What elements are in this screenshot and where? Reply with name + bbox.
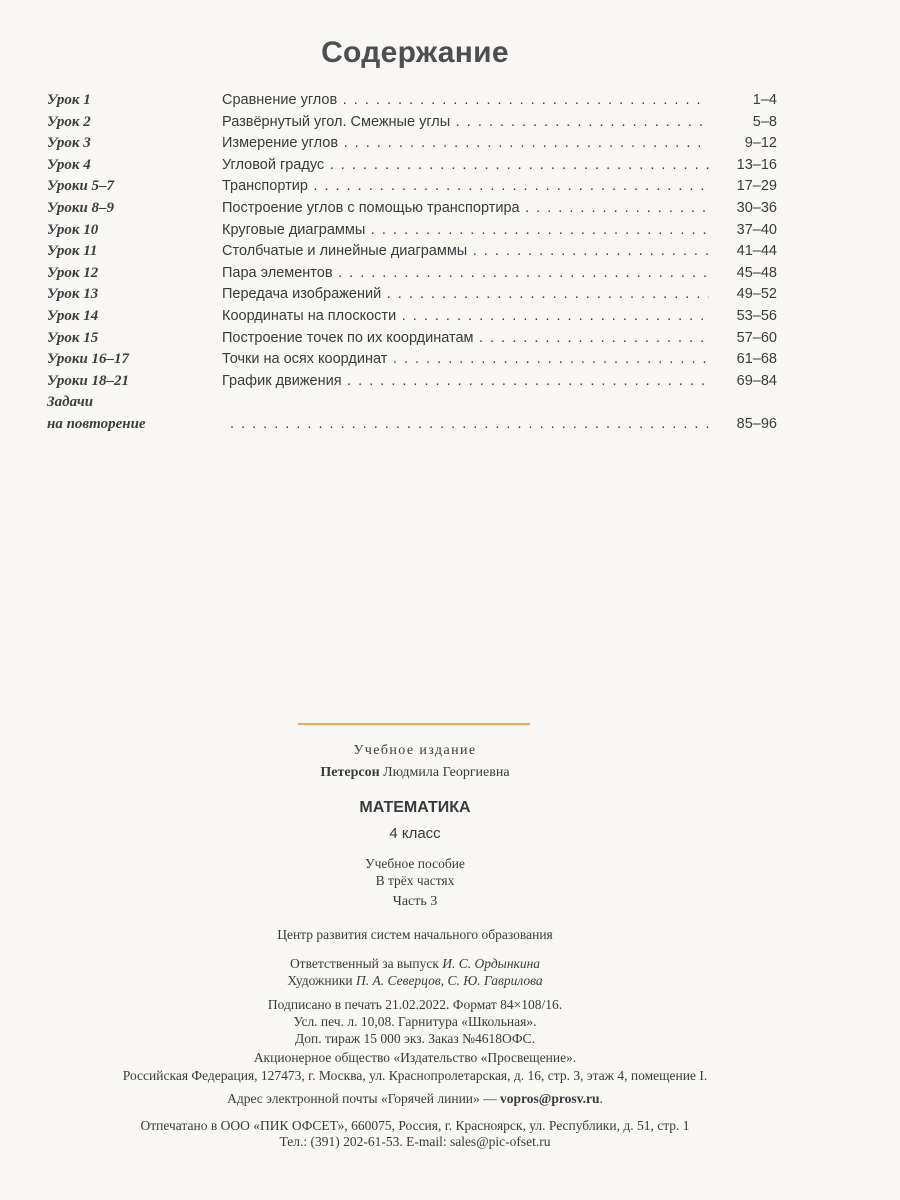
credits [0,955,830,989]
toc-row[interactable] [47,241,777,263]
toc-pages: 61–68 [736,351,777,368]
toc-pages: 85–96 [736,416,777,433]
printer-info [0,1118,830,1150]
hotline-info [0,1091,830,1107]
review-line-2: на повторение [47,415,146,432]
table-of-contents [47,90,777,436]
toc-topic: Построение углов с помощью транспортира . . . [222,198,709,220]
edition-type: Учебное издание [353,743,477,758]
toc-topic [230,414,709,436]
toc-lesson: Урок 3 [47,135,91,152]
toc-lesson: Урок 13 [47,286,99,303]
toc-lesson: Урок 2 [47,113,91,130]
toc-pages: 49–52 [736,286,777,303]
toc-topic: Столбчатые и линейные диаграммы . . . [222,241,709,263]
toc-topic: Передача изображений . . . [222,284,709,306]
toc-pages: 53–56 [736,307,777,324]
toc-topic: Транспортир . . . [222,176,709,198]
toc-pages: 5–8 [752,113,777,130]
artists-label: Художники [287,973,353,988]
author-surname: Петерсон [320,765,380,780]
responsible-label: Ответственный за выпуск [289,956,439,971]
toc-pages: 37–40 [736,221,777,238]
print-line-1: Подписано в печать 21.02.2022. Формат 84×108/16. [267,997,563,1012]
toc-row[interactable] [47,220,777,242]
toc-lesson: Уроки 18–21 [47,372,130,389]
toc-topic: Точки на осях координат . . . [222,349,709,371]
toc-topic: Измерение углов . . . [222,133,709,155]
toc-row[interactable] [47,112,777,134]
toc-lesson: Урок 15 [47,329,99,346]
toc-row[interactable] [47,176,777,198]
toc-lesson: Уроки 8–9 [47,199,115,216]
toc-pages: 17–29 [736,178,777,195]
print-details [0,996,830,1047]
toc-lesson [47,392,146,435]
print-line-2: Усл. печ. л. 10,08. Гарнитура «Школьная». [293,1014,537,1029]
toc-pages: 41–44 [736,243,777,260]
orange-divider [298,723,530,725]
toc-row[interactable] [47,306,777,328]
hotline-end: . [599,1091,603,1106]
toc-row[interactable] [47,371,777,393]
hotline-label: Адрес электронной почты «Горячей линии» — [227,1091,497,1106]
artists-names: П. А. Северцов, С. Ю. Гаврилова [356,973,543,988]
manual-line-1: Учебное пособие [365,856,465,871]
toc-row[interactable] [47,155,777,177]
toc-lesson: Уроки 5–7 [47,178,115,195]
toc-lesson: Урок 10 [47,221,99,238]
toc-row[interactable] [47,198,777,220]
toc-row[interactable] [47,284,777,306]
toc-topic: Развёрнутый угол. Смежные углы . . . [222,112,709,134]
subject-title: МАТЕМАТИКА [359,799,471,816]
artists-line [0,972,830,989]
publisher-info [0,1049,830,1085]
toc-pages: 1–4 [752,92,777,108]
toc-row[interactable] [47,133,777,155]
toc-row[interactable] [47,263,777,285]
print-line-3: Доп. тираж 15 000 экз. Заказ №4618ОФС. [295,1031,535,1046]
printer-line-2: Тел.: (391) 202-61-53. E-mail: sales@pic-ofset.ru [279,1134,551,1149]
publisher-line-1: Акционерное общество «Издательство «Просвещение». [253,1050,577,1065]
toc-pages: 57–60 [736,329,777,346]
toc-lesson: Урок 11 [47,243,98,260]
publisher-line-2: Российская Федерация, 127473, г. Москва, ул. Краснопролетарская, д. 16, стр. 3, этаж 4, помещение I. [122,1068,708,1083]
toc-topic: График движения . . . [222,371,709,393]
toc-lesson: Урок 12 [47,264,99,281]
development-center: Центр развития систем начального образования [277,927,553,942]
toc-topic: Пара элементов . . . [222,263,709,285]
toc-pages: 13–16 [736,156,777,173]
toc-pages: 30–36 [736,199,777,216]
toc-row[interactable] [47,328,777,350]
toc-topic: Круговые диаграммы . . . [222,220,709,242]
toc-topic: Построение точек по их координатам . . . [222,328,709,350]
toc-lesson: Урок 4 [47,156,91,173]
hotline-email[interactable]: vopros@prosv.ru [500,1091,600,1106]
toc-topic: Угловой градус . . . [222,155,709,177]
responsible-name: И. С. Ордынкина [442,956,541,971]
author [0,765,830,781]
part-number: Часть 3 [392,894,438,909]
manual-line-2: В трёх частях [375,873,455,888]
grade: 4 класс [389,825,441,842]
toc-topic: Координаты на плоскости . . . [222,306,709,328]
responsible-line [0,955,830,972]
toc-row[interactable] [47,90,777,112]
toc-pages: 9–12 [744,135,777,152]
toc-pages: 69–84 [736,372,777,389]
toc-lesson: Урок 1 [47,92,91,108]
contents-title: Содержание [321,36,509,69]
toc-topic: Сравнение углов . . . [222,90,709,112]
toc-row-review[interactable] [47,392,777,436]
author-name: Людмила Георгиевна [383,765,510,780]
review-line-1: Задачи [47,394,94,411]
toc-row[interactable] [47,349,777,371]
manual-info [0,855,830,889]
toc-lesson: Уроки 16–17 [47,351,130,368]
printer-line-1: Отпечатано в ООО «ПИК ОФСЕТ», 660075, Россия, г. Красноярск, ул. Республики, д. 51, стр. 1 [140,1118,690,1133]
toc-lesson: Урок 14 [47,307,99,324]
toc-pages: 45–48 [736,264,777,281]
